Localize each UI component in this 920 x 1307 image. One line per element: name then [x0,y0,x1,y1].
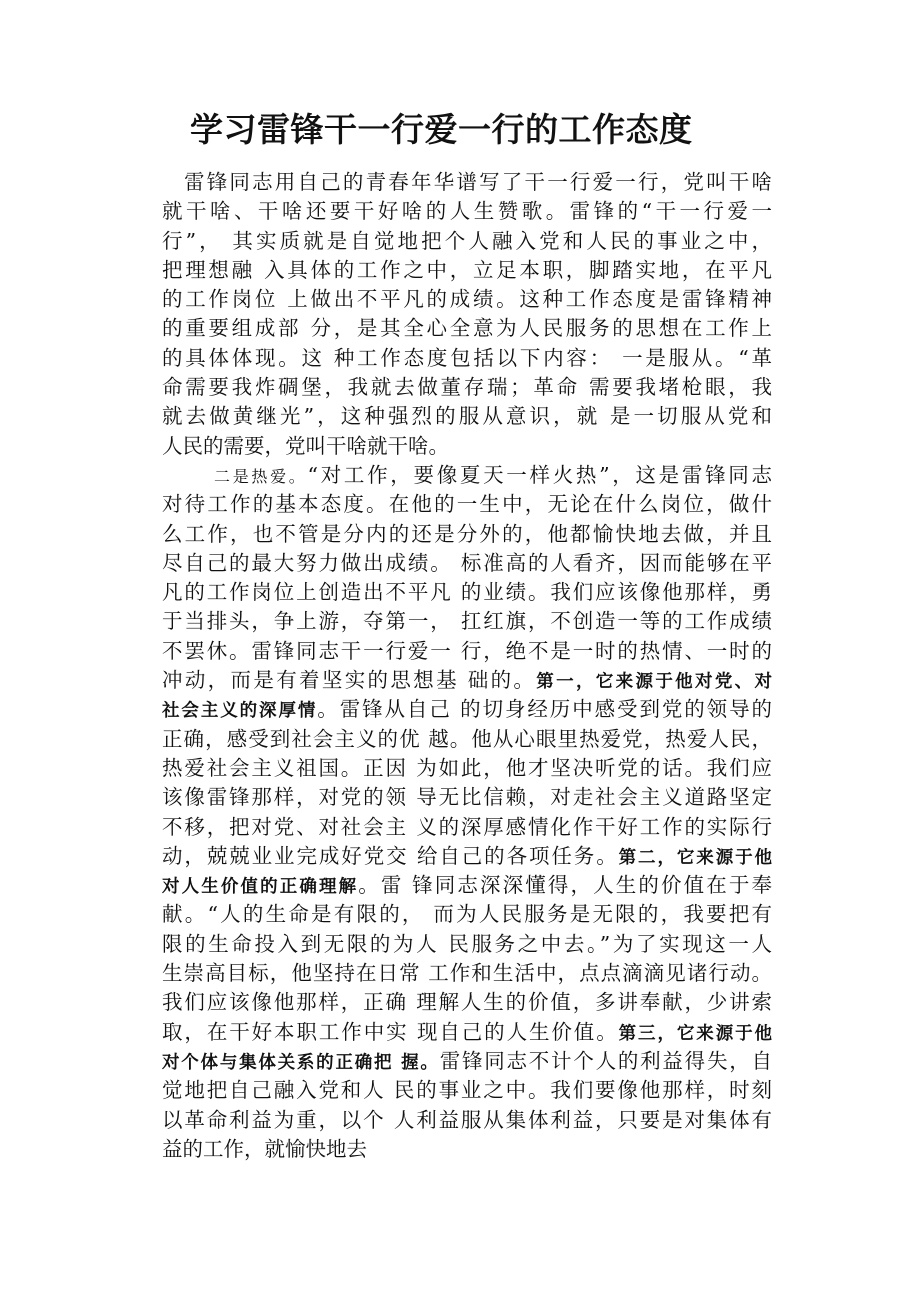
text-line [162,842,772,871]
text-line: 尽自己的最大努力做出成绩。 标准高的人看齐，因而能够在平 [162,550,772,575]
text-run: 二是热爱。 [214,466,308,486]
text-line: 的具体体现。这 种工作态度包括以下内容： 一是服从。“革 [162,345,772,370]
bold-text-run: 对个体与集体关系的正确把 握。 [162,1052,440,1073]
text-line: 该像雷锋那样，对党的领 导无比信赖，对走社会主义道路坚定 [162,785,772,810]
text-line: 限的生命投入到无限的为人 民服务之中去。”为了实现这一人 [162,931,772,956]
text-line: 献。“人的生命是有限的， 而为人民服务是无限的，我要把有 [162,902,772,927]
bold-text-run: 第三，它来源于他 [618,1023,773,1044]
text-line: 生崇高目标，他坚持在日常 工作和生活中，点点滴滴见诸行动。 [162,961,772,986]
text-line: 于当排头，争上游，夺第一， 扛红旗，不创造一等的工作成绩 [162,609,772,634]
text-line: 把理想融 入具体的工作之中，立足本职，脚踏实地，在平凡 [162,257,772,282]
text-line: 的重要组成部 分，是其全心全意为人民服务的思想在工作上 [162,316,772,341]
text-line: 正确，感受到社会主义的优 越。他从心眼里热爱党，热爱人民， [162,726,772,751]
text-run: 冲动，而是有着坚实的思想基 础的。 [162,668,537,693]
text-line: 雷锋同志用自己的青春年华谱写了干一行爱一行，党叫干啥 [184,170,772,194]
text-run: “对工作，要像夏天一样火热”，这是雷锋同志 [307,462,772,487]
text-run: 。雷锋从自己 的切身经历中感受到党的领导的 [317,697,772,722]
bold-text-run: 第二，它来源于他 [618,847,773,868]
document-title: 学习雷锋干一行爱一行的工作态度 [190,110,693,149]
text-line: 行”， 其实质就是自觉地把个人融入党和人民的事业之中， [162,228,772,253]
text-line: 热爱社会主义祖国。正因 为如此，他才坚决听党的话。我们应 [162,755,772,780]
document-body [162,168,772,1164]
text-line: 人民的需要，党叫干啥就干啥。 [162,433,449,458]
text-line: 觉地把自己融入党和人 民的事业之中。我们要像他那样，时刻 [162,1078,772,1103]
text-line: 凡的工作岗位上创造出不平凡 的业绩。我们应该像他那样，勇 [162,580,772,605]
text-line [162,871,772,900]
bold-text-run: 社会主义的深厚情 [162,701,318,722]
text-line: 就干啥、干啥还要干好啥的人生赞歌。雷锋的“干一行爱一 [162,199,772,224]
bold-text-run: 第一，它来源于他对党、对 [536,672,773,693]
text-line: 对待工作的基本态度。在他的一生中，无论在什么岗位，做什 [162,492,772,517]
text-line: 么工作，也不管是分内的还是分外的，他都愉快地去做，并且 [162,521,772,546]
text-line: 我们应该像他那样，正确 理解人生的价值，多讲奉献，少讲索 [162,990,772,1015]
text-line: 的工作岗位 上做出不平凡的成绩。这种工作态度是雷锋精神 [162,287,772,312]
bold-text-run: 对人生价值的正确理解 [162,877,359,898]
text-line [162,461,772,490]
text-line: 不罢休。雷锋同志干一行爱一 行，绝不是一时的热情、一时的 [162,638,772,663]
text-line: 不移，把对党、对社会主 义的深厚感情化作干好工作的实际行 [162,814,772,839]
text-line: 以革命利益为重，以个 人利益服从集体利益，只要是对集体有 [162,1107,772,1132]
text-line [162,1018,772,1047]
text-line: 就去做黄继光”，这种强烈的服从意识，就 是一切服从党和 [162,404,772,429]
text-run: 雷锋同志不计个人的利益得失，自 [439,1048,773,1073]
text-line [162,666,772,695]
text-run: 动，兢兢业业完成好党交 给自己的各项任务。 [162,843,619,868]
text-run: 取，在干好本职工作中实 现自己的人生价值。 [162,1019,619,1044]
text-line [162,695,772,724]
text-line: 益的工作，就愉快地去 [162,1136,367,1161]
text-line [162,1047,772,1076]
text-run: 。雷 锋同志深深懂得，人生的价值在于奉 [358,873,773,898]
text-line: 命需要我炸碉堡，我就去做董存瑞；革命 需要我堵枪眼，我 [162,375,772,400]
